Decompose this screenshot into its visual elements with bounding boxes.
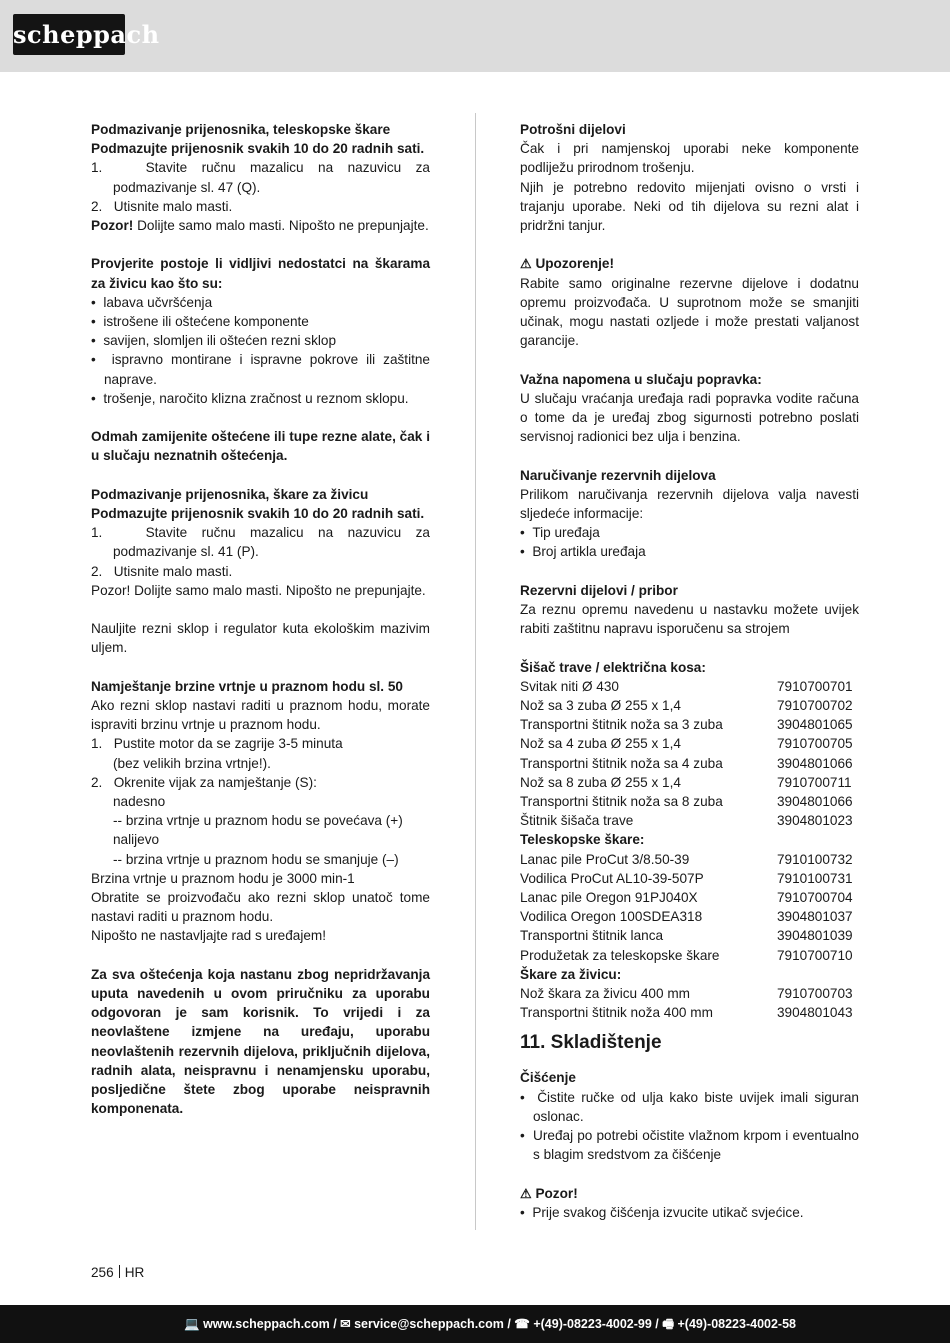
parts-row: Svitak niti Ø 430 7910700701: [520, 678, 853, 694]
body-text: Brzina vrtnje u praznom hodu je 3000 min-1: [91, 870, 355, 886]
body-text: Za reznu opremu navedenu u nastavku možete uvijek rabiti zaštitnu napravu isporučenu sa strojem: [520, 602, 859, 637]
section-title: Provjerite postoje li vidljivi nedostatci na škarama za živicu kao što su:: [91, 256, 430, 291]
parts-row: Transportni štitnik noža sa 8 zuba 3904801066: [520, 794, 853, 810]
parts-row: Nož sa 3 zuba Ø 255 x 1,4 7910700702: [520, 698, 853, 714]
section-title: Rezervni dijelovi / pribor: [520, 582, 678, 598]
list-item: 2. Okrenite vijak za namještanje (S):: [91, 774, 317, 790]
warning-icon: ⚠: [520, 256, 532, 272]
parts-row: Vodilica Oregon 100SDEA318 3904801037: [520, 909, 853, 925]
parts-row: Vodilica ProCut AL10-39-507P 7910100731: [520, 870, 853, 886]
list-subitem: nalijevo: [113, 832, 160, 848]
parts-list-telescopic: [520, 850, 859, 965]
parts-row: Nož škara za živicu 400 mm 7910700703: [520, 986, 853, 1002]
body-text: Rabite samo originalne rezervne dijelove i dodatnu opremu proizvođača. U suprotnom može se smanjiti učinak, mogu nastati ozljede i može prestati valjanost garancije.: [520, 275, 859, 349]
warning-text: Pozor! Dolijte samo malo masti. Nipošto ne prepunjajte.: [91, 582, 426, 598]
body-text: Ako rezni sklop nastavi raditi u praznom hodu, morate ispraviti brzinu vrtnje u praznom hodu.: [91, 698, 430, 733]
list-item: 2. Utisnite malo masti.: [91, 563, 233, 579]
page-footer: [0, 1305, 950, 1343]
body-text: U slučaju vraćanja uređaja radi popravka vodite računa o tome da je uređaj zbog sigurnosti potrebno poslati servisnoj radionici bez ulja i benzina.: [520, 390, 859, 445]
list-subitem: nadesno: [113, 794, 166, 810]
list-item-continuation: (bez velikih brzina vrtnje!).: [113, 755, 271, 771]
section-subtitle: Podmazujte prijenosnik svakih 10 do 20 radnih sati.: [91, 141, 425, 157]
liability-notice: Za sva oštećenja koja nastanu zbog nepridržavanja uputa navedenih u ovom priručniku za uporabu odgovoran je sam korisnik. To vrijedi i za neovlaštene izmjene na uređaju, uporabu neovlaštenih rezervnih dijelova, priključnih dijelova, radnih alata, neispravnu i nenamjensku uporabu, posljedične štete zbog uporabe neispravnih komponenata.: [91, 966, 430, 1117]
parts-row: Transportni štitnik noža sa 3 zuba 3904801065: [520, 717, 853, 733]
column-divider: [475, 113, 476, 1230]
list-item: • Broj artikla uređaja: [520, 544, 646, 560]
list-item: 1. Pustite motor da se zagrije 3-5 minuta: [91, 736, 343, 752]
parts-row: Transportni štitnik noža sa 4 zuba 3904801066: [520, 755, 853, 771]
list-item: 2. Utisnite malo masti.: [91, 198, 233, 214]
parts-list-hedge: [520, 984, 859, 1022]
section-title: Naručivanje rezervnih dijelova: [520, 467, 716, 483]
parts-group-title: Teleskopske škare:: [520, 832, 645, 848]
parts-row: Nož sa 4 zuba Ø 255 x 1,4 7910700705: [520, 736, 853, 752]
parts-row: Lanac pile Oregon 91PJ040X 7910700704: [520, 890, 853, 906]
parts-row: Transportni štitnik noža 400 mm 3904801043: [520, 1005, 853, 1021]
section-title: Namještanje brzine vrtnje u praznom hodu sl. 50: [91, 678, 403, 694]
list-item: • Tip uređaja: [520, 525, 600, 541]
brand-logo: scheppach: [13, 14, 125, 55]
list-item: • Prije svakog čišćenja izvucite utikač svjećice.: [520, 1204, 804, 1220]
list-item: • istrošene ili oštećene komponente: [91, 314, 309, 330]
parts-row: Produžetak za teleskopske škare 7910700710: [520, 947, 853, 963]
body-text: Nipošto ne nastavljajte rad s uređajem!: [91, 928, 326, 944]
notice-text: Odmah zamijenite oštećene ili tupe rezne alate, čak i u slučaju neznatnih oštećenja.: [91, 429, 430, 464]
warning-title: ⚠ Upozorenje!: [520, 256, 614, 272]
body-text: Njih je potrebno redovito mijenjati ovisno o vrsti i trajanju uporabe. Neki od tih dijelova su rezni alat i pridržni tanjur.: [520, 179, 859, 234]
parts-group-title: Škare za živicu:: [520, 966, 622, 982]
parts-row: Nož sa 8 zuba Ø 255 x 1,4 7910700711: [520, 774, 852, 790]
section-title: Čišćenje: [520, 1070, 576, 1086]
warning-title: ⚠ Pozor!: [520, 1185, 578, 1201]
contact-info: 💻 www.scheppach.com / ✉ service@scheppach.com / ☎ +(49)-08223-4002-99 / 🖷 +(49)-08223-4002-58: [184, 1317, 796, 1331]
list-item: • trošenje, naročito klizna zračnost u reznom sklopu.: [91, 390, 409, 406]
left-column: [91, 120, 430, 1118]
parts-list-grass-trimmer: [520, 677, 859, 831]
body-text: Obratite se proizvođaču ako rezni sklop unatoč tome nastavi raditi u praznom hodu.: [91, 890, 430, 925]
list-item: • labava učvršćenja: [91, 294, 213, 310]
body-text: Čak i pri namjenskoj uporabi neke komponente podliježu prirodnom trošenju.: [520, 141, 859, 176]
parts-row: Transportni štitnik lanca 3904801039: [520, 928, 853, 944]
list-item: • savijen, slomljen ili oštećen rezni sklop: [91, 333, 337, 349]
chapter-heading: 11. Skladištenje: [520, 1032, 662, 1054]
warning-text: Pozor! Dolijte samo malo masti. Nipošto ne prepunjajte.: [91, 218, 429, 234]
page-header: [0, 0, 950, 72]
section-title: Potrošni dijelovi: [520, 122, 626, 137]
parts-row: Štitnik šišača trave 3904801023: [520, 813, 853, 829]
page-number: 256 HR: [91, 1265, 145, 1280]
list-item: 1. Stavite ručnu mazalicu na nazuvicu za podmazivanje sl. 41 (P).: [91, 525, 430, 560]
list-subitem: -- brzina vrtnje u praznom hodu se smanjuje (–): [113, 851, 399, 867]
parts-row: Lanac pile ProCut 3/8.50-39 7910100732: [520, 851, 853, 867]
section-title: Podmazivanje prijenosnika, teleskopske škare: [91, 122, 391, 137]
right-column: [520, 120, 859, 1222]
list-subitem: -- brzina vrtnje u praznom hodu se povećava (+): [113, 813, 403, 829]
section-subtitle: Podmazujte prijenosnik svakih 10 do 20 radnih sati.: [91, 506, 425, 522]
body-text: Nauljite rezni sklop i regulator kuta ekološkim mazivim uljem.: [91, 621, 430, 656]
warning-icon: ⚠: [520, 1185, 532, 1201]
list-item: • Čistite ručke od ulja kako biste uvijek imali siguran oslonac.: [520, 1089, 859, 1124]
section-title: Podmazivanje prijenosnika, škare za živicu: [91, 486, 369, 502]
body-text: Prilikom naručivanja rezervnih dijelova valja navesti sljedeće informacije:: [520, 486, 859, 522]
list-item: 1. Stavite ručnu mazalicu na nazuvicu za podmazivanje sl. 47 (Q).: [91, 160, 430, 195]
section-title: Važna napomena u slučaju popravka:: [520, 371, 762, 387]
parts-group-title: Šišač trave / električna kosa:: [520, 659, 706, 675]
list-item: • Uređaj po potrebi očistite vlažnom krpom i eventualno s blagim sredstvom za čišćenje: [520, 1128, 859, 1163]
list-item: • ispravno montirane i ispravne pokrove ili zaštitne naprave.: [91, 352, 430, 387]
